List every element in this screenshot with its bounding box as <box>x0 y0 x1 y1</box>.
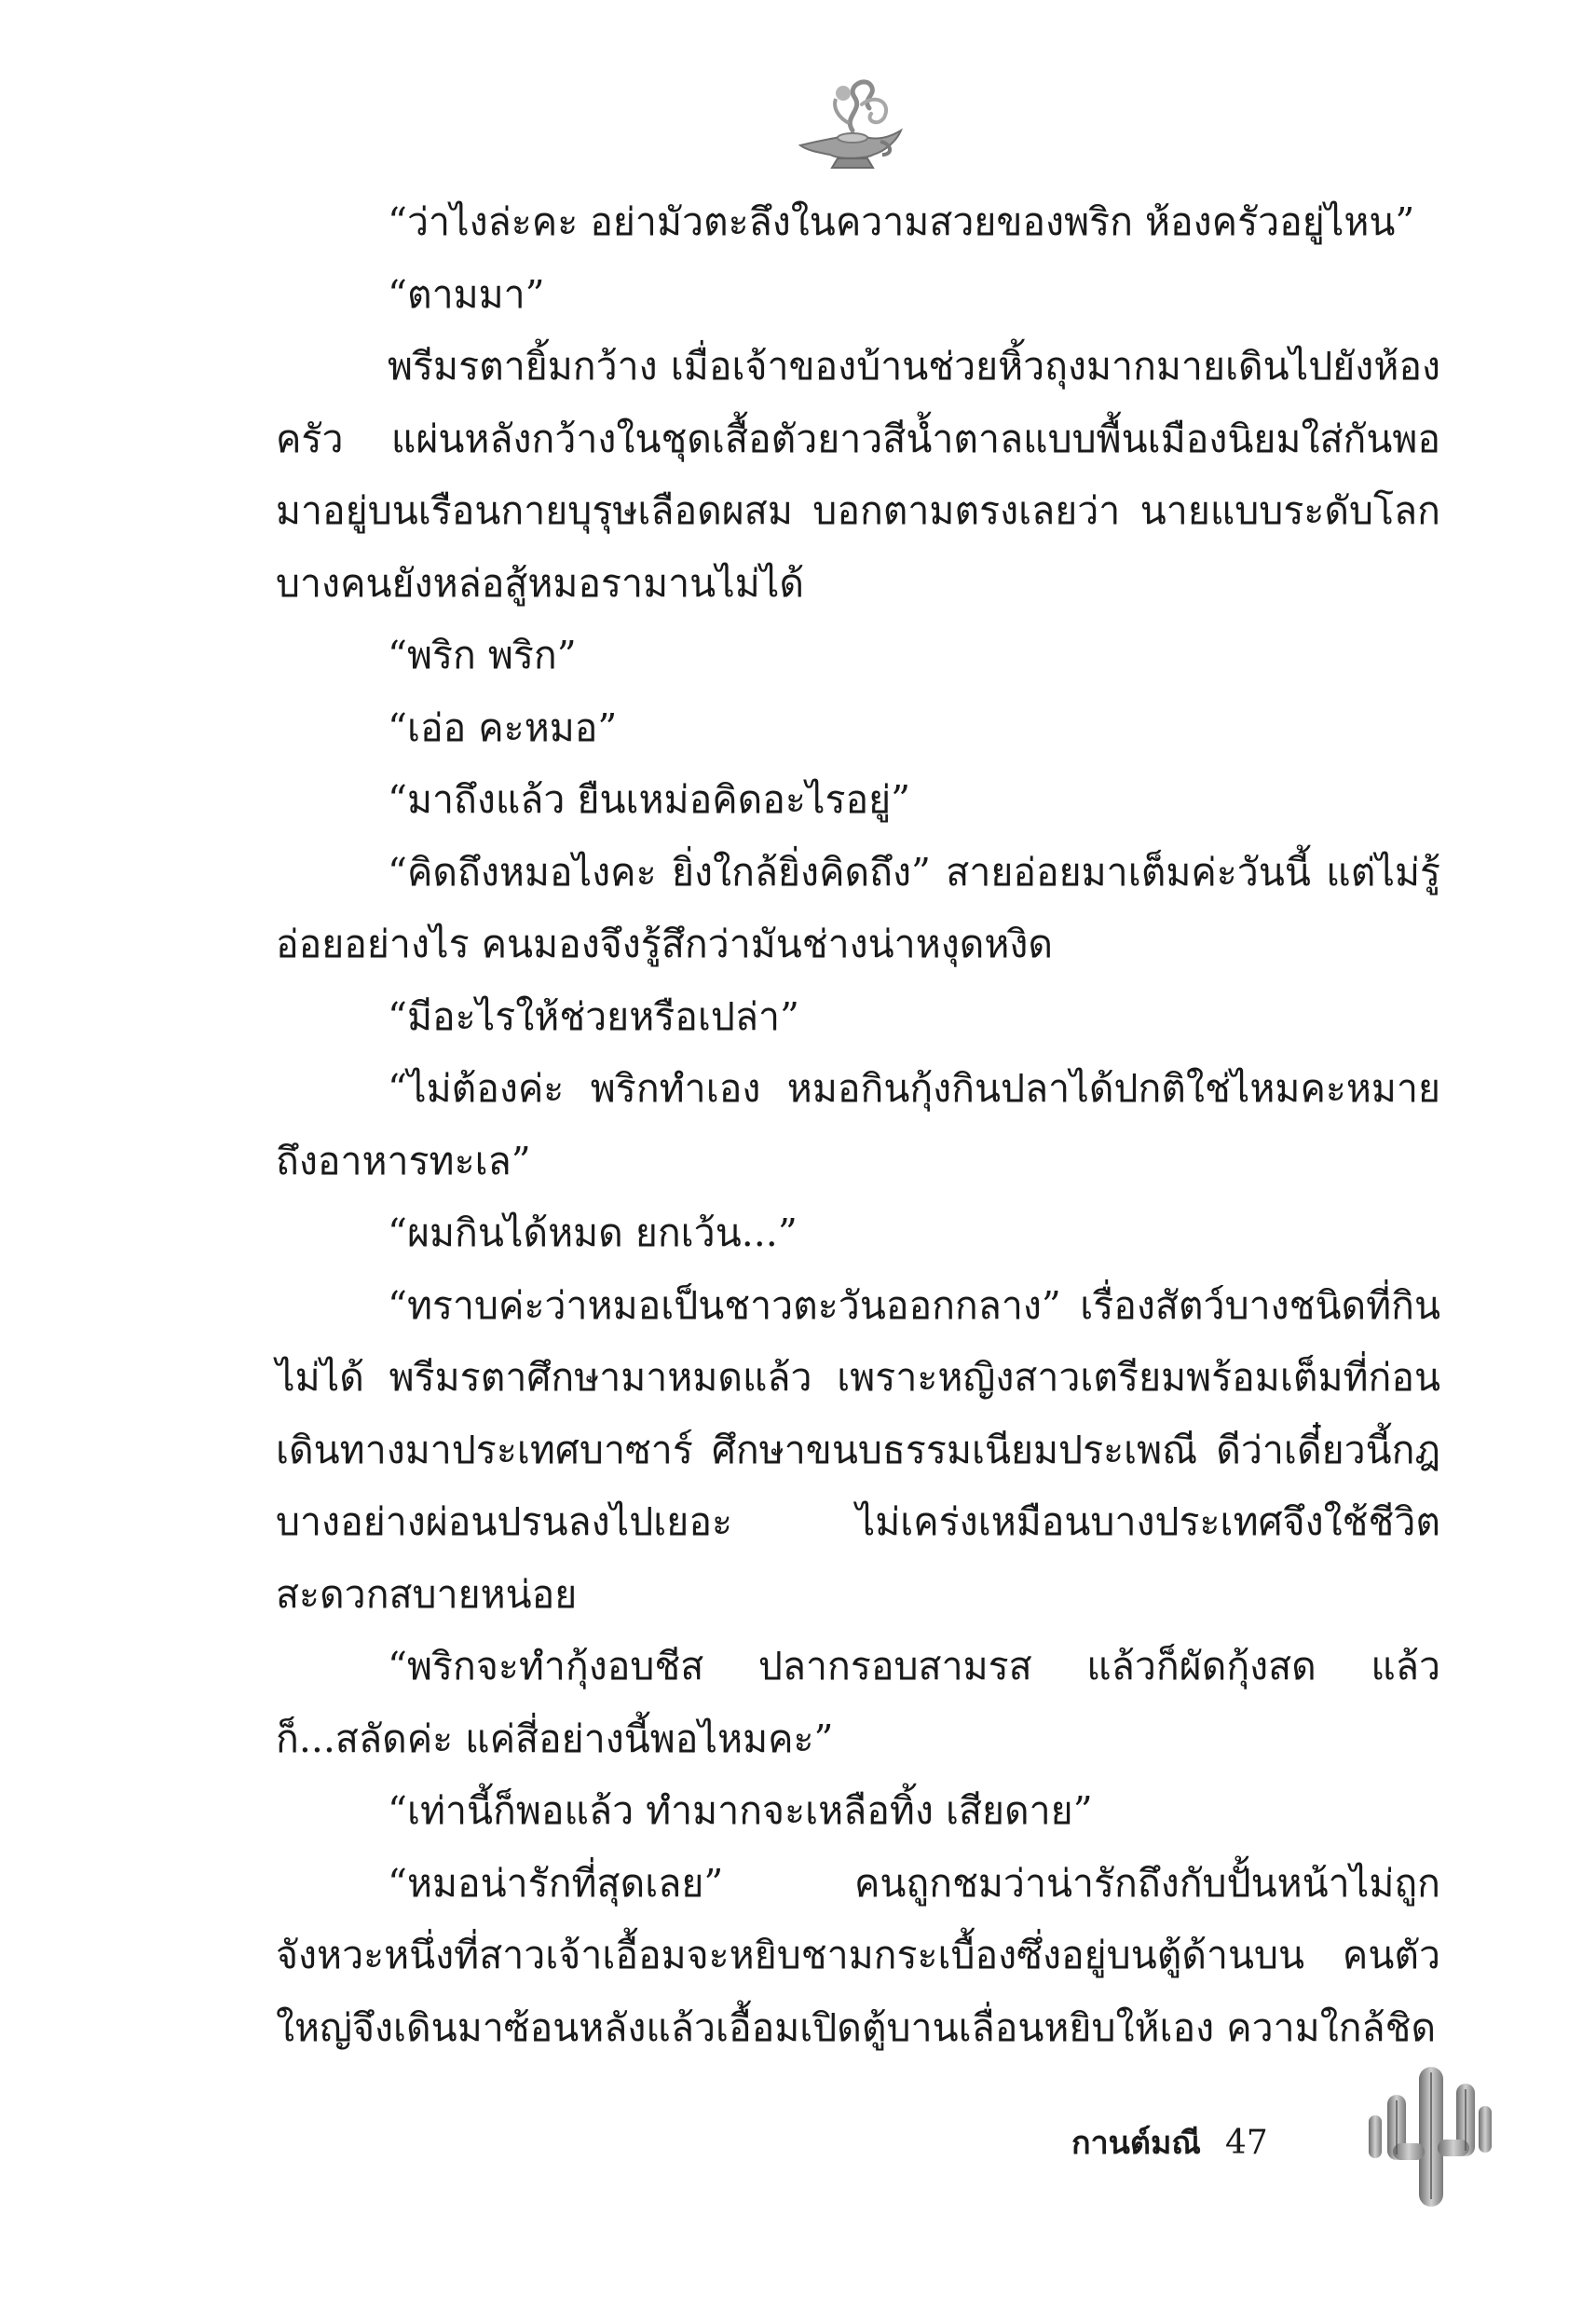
paragraph: “มาถึงแล้ว ยืนเหม่อคิดอะไรอยู่” <box>388 777 911 822</box>
book-title: กานต์มณี <box>1071 2125 1201 2162</box>
paragraph: พรีมรตายิ้มกว้าง เมื่อเจ้าของบ้านช่วยหิ้วถุงมากมายเดินไปยังห้องครัว แผ่นหลังกว้างในชุดเสื้อตัวยาวสีน้ำตาลแบบพื้นเมืองนิยมใส่กันพอมาอยู่บนเรือนกายบุรุษเลือดผสม บอกตามตรงเลยว่า นายแบบระดับโลกบางคนยังหล่อสู้หมอรามานไม่ได้ <box>276 344 1440 606</box>
paragraph: “มีอะไรให้ช่วยหรือเปล่า” <box>388 993 800 1039</box>
paragraph: “ไม่ต้องค่ะ พริกทำเอง หมอกินกุ้งกินปลาได้ปกติใช่ไหมคะหมายถึงอาหารทะเล” <box>276 1066 1440 1183</box>
page-footer <box>1071 2117 1268 2164</box>
body-text <box>276 186 1440 2064</box>
magic-lamp-icon <box>787 65 908 182</box>
page-number: 47 <box>1224 2124 1268 2162</box>
paragraph: “ตามมา” <box>388 271 545 317</box>
paragraph: “ว่าไงล่ะคะ อย่ามัวตะลึงในความสวยของพริก ห้องครัวอยู่ไหน” <box>388 199 1415 244</box>
paragraph: “ทราบค่ะว่าหมอเป็นชาวตะวันออกกลาง” เรื่องสัตว์บางชนิดที่กินไม่ได้ พรีมรตาศึกษามาหมดแล้ว เพราะหญิงสาวเตรียมพร้อมเต็มที่ก่อนเดินทางมาประเทศบาซาร์ ศึกษาขนบธรรมเนียมประเพณี ดีว่าเดี๋ยวนี้กฎบางอย่างผ่อนปรนลงไปเยอะ ไม่เคร่งเหมือนบางประเทศจึงใช้ชีวิตสะดวกสบายหน่อย <box>276 1282 1440 1617</box>
paragraph: “พริกจะทำกุ้งอบชีส ปลากรอบสามรส แล้วก็ผัดกุ้งสด แล้วก็...สลัดค่ะ แค่สี่อย่างนี้พอไหมคะ” <box>276 1644 1440 1761</box>
cactus-icon <box>1365 2050 1495 2213</box>
paragraph: “เท่านี้ก็พอแล้ว ทำมากจะเหลือทิ้ง เสียดาย” <box>388 1788 1093 1833</box>
paragraph: “หมอน่ารักที่สุดเลย” คนถูกชมว่าน่ารักถึงกับปั้นหน้าไม่ถูก จังหวะหนึ่งที่สาวเจ้าเอื้อมจะหยิบชามกระเบื้องซึ่งอยู่บนตู้ด้านบน คนตัวใหญ่จึงเดินมาซ้อนหลังแล้วเอื้อมเปิดตู้บานเลื่อนหยิบให้เอง ความใกล้ชิด <box>276 1860 1440 2050</box>
paragraph: “พริก พริก” <box>388 633 577 677</box>
paragraph: “เอ่อ คะหมอ” <box>388 704 618 750</box>
paragraph: “ผมกินได้หมด ยกเว้น...” <box>388 1210 798 1255</box>
paragraph: “คิดถึงหมอไงคะ ยิ่งใกล้ยิ่งคิดถึง” สายอ่อยมาเต็มค่ะวันนี้ แต่ไม่รู้อ่อยอย่างไร คนมองจึงรู้สึกว่ามันช่างน่าหงุดหงิด <box>276 849 1440 966</box>
